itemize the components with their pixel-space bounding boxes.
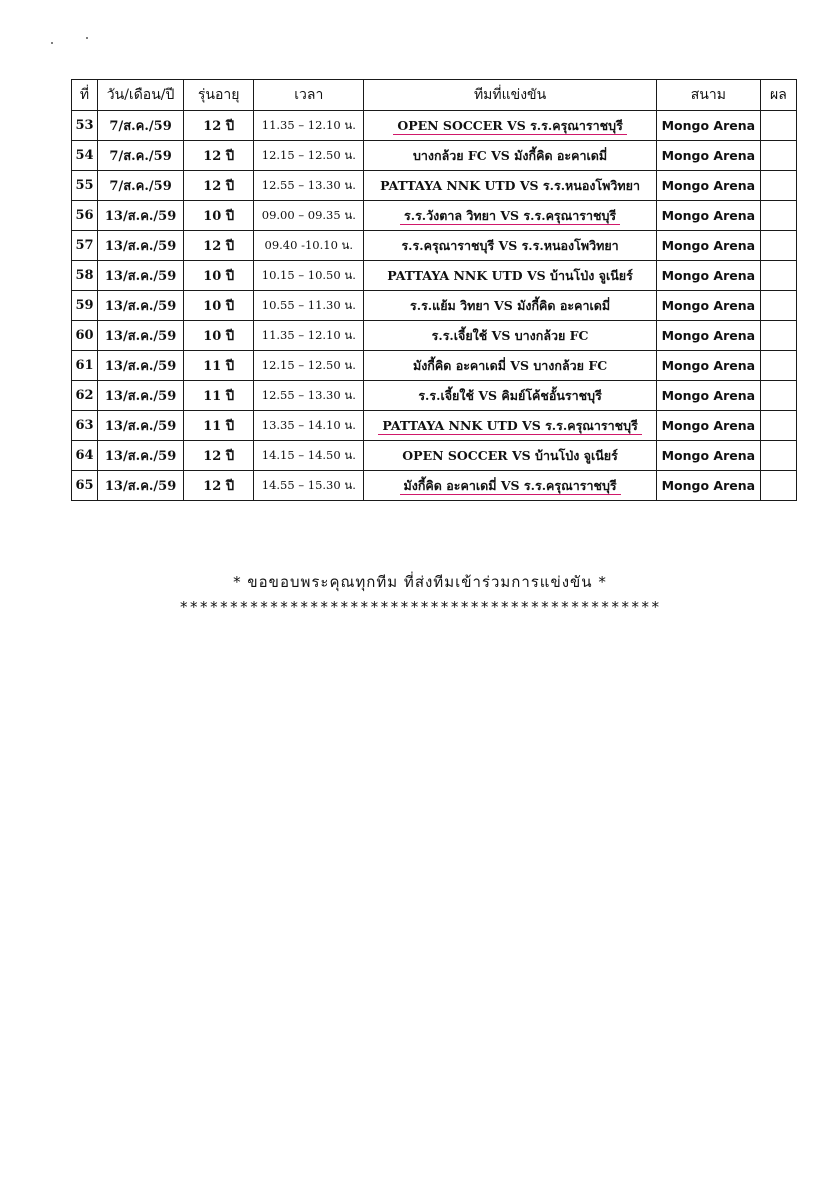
cell-result (760, 141, 796, 171)
cell-result (760, 441, 796, 471)
cell-match: มังกี้คิด อะคาเดมี่ VS บางกล้วย FC (364, 351, 656, 381)
table-body (72, 111, 797, 501)
table-row (72, 141, 797, 171)
cell-match: บางกล้วย FC VS มังกี้คิด อะคาเดมี่ (364, 141, 656, 171)
cell-time: 10.15 – 10.50 น. (254, 261, 364, 291)
cell-age: 10 ปี (184, 201, 254, 231)
cell-venue: Mongo Arena (656, 351, 760, 381)
match-underlined: OPEN SOCCER VS ร.ร.ครุณาราชบุรี (393, 118, 626, 135)
cell-age: 12 ปี (184, 141, 254, 171)
header-row (72, 80, 797, 111)
cell-venue: Mongo Arena (656, 471, 760, 501)
cell-match: PATTAYA NNK UTD VS บ้านโป่ง จูเนียร์ (364, 261, 656, 291)
cell-venue: Mongo Arena (656, 291, 760, 321)
cell-time: 12.55 – 13.30 น. (254, 381, 364, 411)
cell-time: 12.15 – 12.50 น. (254, 141, 364, 171)
table-row (72, 111, 797, 141)
table-row (72, 381, 797, 411)
cell-result (760, 231, 796, 261)
cell-no: 59 (72, 291, 98, 321)
cell-age: 12 ปี (184, 171, 254, 201)
cell-match: ร.ร.เจี้ยใช้ VS บางกล้วย FC (364, 321, 656, 351)
cell-venue: Mongo Arena (656, 201, 760, 231)
match-schedule-table (71, 79, 797, 501)
cell-age: 12 ปี (184, 231, 254, 261)
cell-time: 12.55 – 13.30 น. (254, 171, 364, 201)
cell-no: 56 (72, 201, 98, 231)
cell-age: 10 ปี (184, 291, 254, 321)
cell-match: ร.ร.เจี้ยใช้ VS คิมย์โค้ชอั้นราชบุรี (364, 381, 656, 411)
cell-result (760, 471, 796, 501)
table-row (72, 471, 797, 501)
table-row (72, 171, 797, 201)
cell-age: 11 ปี (184, 411, 254, 441)
cell-match: ร.ร.แย้ม วิทยา VS มังกี้คิด อะคาเดมี่ (364, 291, 656, 321)
cell-match: ร.ร.ครุณาราชบุรี VS ร.ร.หนองโพวิทยา (364, 231, 656, 261)
cell-venue: Mongo Arena (656, 171, 760, 201)
cell-time: 14.15 – 14.50 น. (254, 441, 364, 471)
cell-date: 13/ส.ค./59 (98, 261, 184, 291)
table-row (72, 231, 797, 261)
cell-date: 13/ส.ค./59 (98, 351, 184, 381)
cell-venue: Mongo Arena (656, 381, 760, 411)
scan-speck (51, 42, 53, 44)
table-row (72, 261, 797, 291)
cell-no: 55 (72, 171, 98, 201)
cell-date: 7/ส.ค./59 (98, 141, 184, 171)
cell-result (760, 351, 796, 381)
cell-time: 11.35 – 12.10 น. (254, 111, 364, 141)
cell-age: 10 ปี (184, 261, 254, 291)
cell-date: 13/ส.ค./59 (98, 201, 184, 231)
cell-venue: Mongo Arena (656, 261, 760, 291)
cell-age: 11 ปี (184, 351, 254, 381)
table-row (72, 441, 797, 471)
cell-venue: Mongo Arena (656, 231, 760, 261)
cell-age: 11 ปี (184, 381, 254, 411)
table-row (72, 201, 797, 231)
cell-no: 63 (72, 411, 98, 441)
cell-match: PATTAYA NNK UTD VS ร.ร.หนองโพวิทยา (364, 171, 656, 201)
header-date: วัน/เดือน/ปี (98, 80, 184, 111)
cell-result (760, 291, 796, 321)
header-time: เวลา (254, 80, 364, 111)
cell-venue: Mongo Arena (656, 441, 760, 471)
match-underlined: มังกี้คิด อะคาเดมี่ VS ร.ร.ครุณาราชบุรี (400, 478, 621, 495)
cell-no: 61 (72, 351, 98, 381)
cell-date: 13/ส.ค./59 (98, 381, 184, 411)
cell-no: 54 (72, 141, 98, 171)
cell-result (760, 411, 796, 441)
cell-no: 60 (72, 321, 98, 351)
cell-result (760, 381, 796, 411)
cell-time: 10.55 – 11.30 น. (254, 291, 364, 321)
cell-date: 7/ส.ค./59 (98, 111, 184, 141)
cell-result (760, 201, 796, 231)
cell-date: 13/ส.ค./59 (98, 321, 184, 351)
cell-time: 11.35 – 12.10 น. (254, 321, 364, 351)
cell-time: 09.40 -10.10 น. (254, 231, 364, 261)
cell-time: 09.00 – 09.35 น. (254, 201, 364, 231)
star-divider: ************************************************ (179, 598, 661, 616)
cell-match (364, 111, 656, 141)
cell-no: 53 (72, 111, 98, 141)
cell-age: 12 ปี (184, 471, 254, 501)
cell-result (760, 261, 796, 291)
cell-match (364, 201, 656, 231)
cell-result (760, 321, 796, 351)
cell-date: 13/ส.ค./59 (98, 471, 184, 501)
cell-venue: Mongo Arena (656, 321, 760, 351)
cell-match (364, 471, 656, 501)
cell-no: 64 (72, 441, 98, 471)
header-venue: สนาม (656, 80, 760, 111)
cell-result (760, 171, 796, 201)
cell-no: 62 (72, 381, 98, 411)
header-no: ที่ (72, 80, 98, 111)
table-row (72, 291, 797, 321)
cell-age: 12 ปี (184, 111, 254, 141)
cell-no: 65 (72, 471, 98, 501)
cell-venue: Mongo Arena (656, 141, 760, 171)
table-row (72, 351, 797, 381)
cell-venue: Mongo Arena (656, 411, 760, 441)
cell-date: 13/ส.ค./59 (98, 231, 184, 261)
header-age: รุ่นอายุ (184, 80, 254, 111)
table-header (72, 80, 797, 111)
table-row (72, 411, 797, 441)
cell-age: 10 ปี (184, 321, 254, 351)
cell-time: 13.35 – 14.10 น. (254, 411, 364, 441)
cell-match (364, 411, 656, 441)
cell-age: 12 ปี (184, 441, 254, 471)
scan-speck (86, 37, 88, 39)
cell-no: 58 (72, 261, 98, 291)
header-result: ผล (760, 80, 796, 111)
cell-no: 57 (72, 231, 98, 261)
match-underlined: ร.ร.วังตาล วิทยา VS ร.ร.ครุณาราชบุรี (400, 208, 620, 225)
cell-result (760, 111, 796, 141)
cell-date: 13/ส.ค./59 (98, 441, 184, 471)
cell-date: 13/ส.ค./59 (98, 411, 184, 441)
header-match: ทีมที่แข่งขัน (364, 80, 656, 111)
cell-time: 12.15 – 12.50 น. (254, 351, 364, 381)
cell-time: 14.55 – 15.30 น. (254, 471, 364, 501)
thanks-message: * ขอขอบพระคุณทุกทีม ที่ส่งทีมเข้าร่วมการแข่งขัน * (233, 573, 607, 591)
match-underlined: PATTAYA NNK UTD VS ร.ร.ครุณาราชบุรี (378, 418, 641, 435)
cell-match: OPEN SOCCER VS บ้านโป่ง จูเนียร์ (364, 441, 656, 471)
table-row (72, 321, 797, 351)
cell-venue: Mongo Arena (656, 111, 760, 141)
cell-date: 13/ส.ค./59 (98, 291, 184, 321)
cell-date: 7/ส.ค./59 (98, 171, 184, 201)
